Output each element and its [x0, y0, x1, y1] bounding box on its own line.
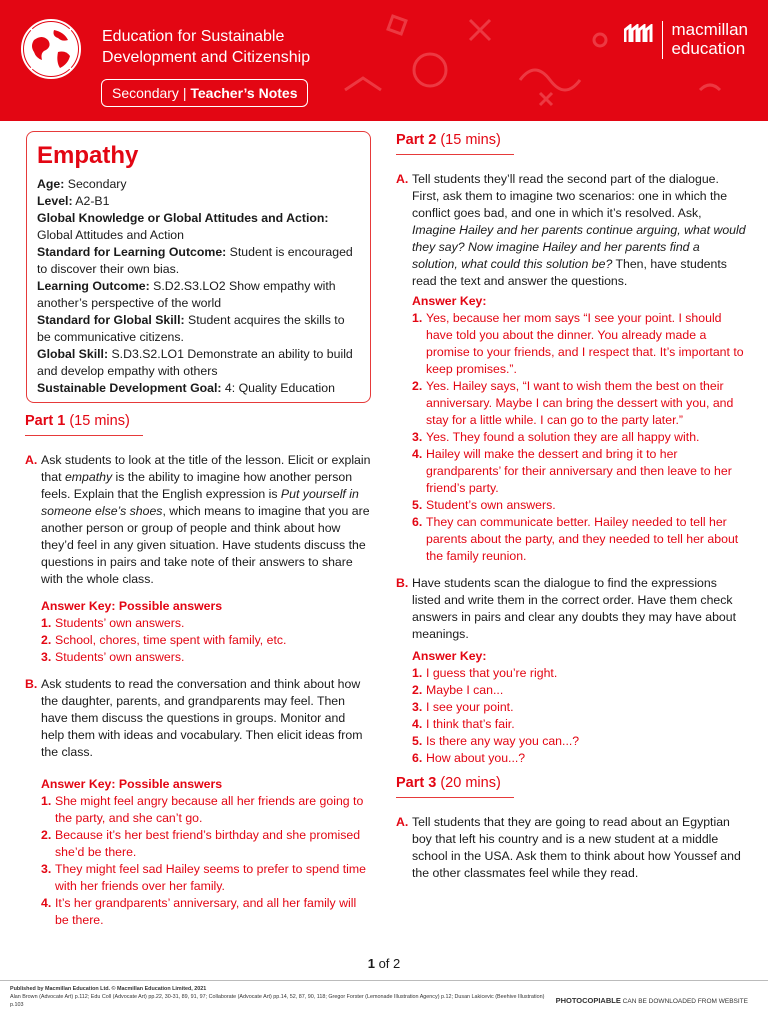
info-standard-skill: Standard for Global Skill: Student acquires the skills to be communicative citizens. [37, 313, 345, 344]
left-column [25, 413, 371, 929]
answer-item: 1. Students’ own answers. [41, 616, 185, 630]
answer-item: 1. She might feel angry because all her friends are going to the party, and she can’t go. [41, 794, 364, 825]
part2-a-answer-key: Answer Key: 1. Yes, because her mom says “I see your point. I should have told you about the dinner. You already made a promise to your friends, and I respect that. It’s important to keep promises.”. 2. Yes. Hailey says, “I want to wish them the best on their anniversary. Maybe I can bring the dessert with you, and stay for a little while. I can go to the party later.” 3. Yes. They found a solution they are all happy with. 4. Hailey will make the dessert and bring it to her grandparents’ for their anniversary and then leave to her friend’s party. 5. Student’s own answers. 6. They can communicate better. Hailey needed to tell her parents about the party, and they needed to tell her about the family reunion. [396, 293, 748, 565]
lesson-info-box [26, 131, 371, 403]
info-learning-outcome: Learning Outcome: S.D2.S3.LO2 Show empathy with another’s perspective of the world [37, 279, 336, 310]
part2-step-b: B. Have students scan the dialogue to find the expressions listed and write them in the correct order. Have them check answers in pairs and clear any doubts they may have about meanings. [396, 576, 737, 641]
part1-a-answer-key: Answer Key: Possible answers 1. Students’ own answers. 2. School, chores, time spent with family, etc. 3. Students’ own answers. [25, 598, 371, 666]
series-title: Education for Sustainable Development and Citizenship [102, 28, 311, 66]
part3-rule [396, 797, 514, 798]
part1-heading: Part 1 (15 mins) [25, 413, 130, 429]
answer-item: 2. Yes. Hailey says, “I want to wish them the best on their anniversary. Maybe I can bring the dessert with you, and stay for a little while. I can go to the party later.” [412, 379, 734, 427]
part2-step-a: A. Tell students they’ll read the second part of the dialogue. First, ask them to imagine two scenarios: one in which the conflict goes bad, and one in which it’s resolved. Ask, Imagine Hailey and her parents continue arguing, what would they say? Now imagine Hailey and her parents find a solution, what could this solution be? Then, have students read the text and answer the questions. [396, 172, 746, 288]
part3-step-a: A. Tell students that they are going to read about an Egyptian boy that left his country and is a new student at a middle school in the USA. Ask them to think about how Youssef and the other classmates feel while they read. [396, 815, 741, 880]
answer-item: 6. They can communicate better. Hailey needed to tell her parents about the party, and they needed to tell her about the family reunion. [412, 515, 739, 563]
brand-sub: education [671, 39, 746, 58]
answer-item: 4. I think that’s fair. [412, 717, 515, 731]
header-banner [0, 0, 768, 121]
part1-step-b: B. Ask students to read the conversation and think about how the daughter, parents, and grandparents may feel. Then have them discuss the questions in groups. Monitor and help them with ideas and vocabulary. Then elicit ideas from the class. [25, 677, 363, 759]
footer-divider [0, 980, 768, 981]
part3-heading: Part 3 (20 mins) [396, 775, 501, 791]
info-level: Level: A2-B1 [37, 194, 110, 208]
lesson-title: Empathy [37, 142, 139, 169]
photocopiable-note: PHOTOCOPIABLE CAN BE DOWNLOADED FROM WEBSITE [555, 996, 748, 1005]
answer-item: 3. Students’ own answers. [41, 650, 185, 664]
info-standard-outcome: Standard for Learning Outcome: Student is encouraged to discover their own bias. [37, 245, 353, 276]
answer-item: 5. Is there any way you can...? [412, 734, 580, 748]
info-global-knowledge: Global Knowledge or Global Attitudes and Action: Global Attitudes and Action [37, 211, 329, 242]
answer-item: 4. Hailey will make the dessert and bring it to her grandparents’ for their anniversary and then leave to her friend’s party. [412, 447, 732, 495]
answer-item: 3. Yes. They found a solution they are all happy with. [412, 430, 700, 444]
answer-item: 2. Maybe I can... [412, 683, 504, 697]
answer-item: 5. Student’s own answers. [412, 498, 556, 512]
level-tag: Secondary | Teacher’s Notes [101, 79, 308, 107]
part1-rule [25, 435, 143, 436]
answer-item: 4. It’s her grandparents’ anniversary, and all her family will be there. [41, 896, 357, 927]
info-global-skill: Global Skill: S.D3.S2.LO1 Demonstrate an ability to build and develop empathy with others [37, 347, 353, 378]
answer-item: 2. Because it’s her best friend’s birthday and she promised she’d be there. [41, 828, 361, 859]
info-sdg: Sustainable Development Goal: 4: Quality Education [37, 381, 335, 395]
brand-divider [662, 21, 663, 59]
answer-item: 3. They might feel sad Hailey seems to prefer to spend time with her friends over her family. [41, 862, 366, 893]
macmillan-brand [624, 20, 748, 59]
publisher-credits: Published by Macmillan Education Ltd. © Macmillan Education Limited, 2021 Alan Brown (Advocate Art) p.112; Edu Coll (Advocate Art) pp.22, 30-31, 89, 91, 97; Collaborate (Advocate Art) pp.14, 52, 87, 90, 118; Gregor Forster (Lemonade Illustration Agency) p.12; Dusan Lakicevic (Beehive Illustration) p.103 [10, 986, 545, 1008]
globe-logo-icon [20, 18, 82, 80]
info-age: Age: Secondary [37, 177, 127, 191]
part1-step-a: A. Ask students to look at the title of the lesson. Elicit or explain that empathy is the ability to imagine how another person feels. Explain that the English expression is Put yourself in someone else’s shoes, which means to imagine that you are another person or group of people and think about how they’d feel in any given situation. Have students discuss the questions in pairs and take note of their answers to share with the whole class. [25, 453, 371, 586]
part1-b-answer-key: Answer Key: Possible answers 1. She might feel angry because all her friends are going to the party, and she can’t go. 2. Because it’s her best friend’s birthday and she promised she’d be there. 3. They might feel sad Hailey seems to prefer to spend time with her friends over her family. 4. It’s her grandparents’ anniversary, and all her family will be there. [25, 776, 371, 929]
answer-item: 6. How about you...? [412, 751, 526, 765]
page-number: 1 of 2 [367, 956, 401, 971]
answer-item: 1. I guess that you’re right. [412, 666, 558, 680]
brand-name: macmillan [671, 20, 748, 39]
part2-b-answer-key: Answer Key: 1. I guess that you’re right. 2. Maybe I can... 3. I see your point. 4. I think that’s fair. 5. Is there any way you can...? 6. How about you...? [396, 648, 748, 767]
answer-item: 3. I see your point. [412, 700, 514, 714]
macmillan-logo-icon [624, 24, 654, 44]
right-column [396, 132, 748, 882]
answer-item: 2. School, chores, time spent with family, etc. [41, 633, 287, 647]
part2-heading: Part 2 (15 mins) [396, 132, 501, 148]
part2-rule [396, 154, 514, 155]
answer-item: 1. Yes, because her mom says “I see your point. I should have told you about the dinner. You already made a promise to your friends, and I respect that. It’s important to keep promises.”. [412, 311, 744, 376]
